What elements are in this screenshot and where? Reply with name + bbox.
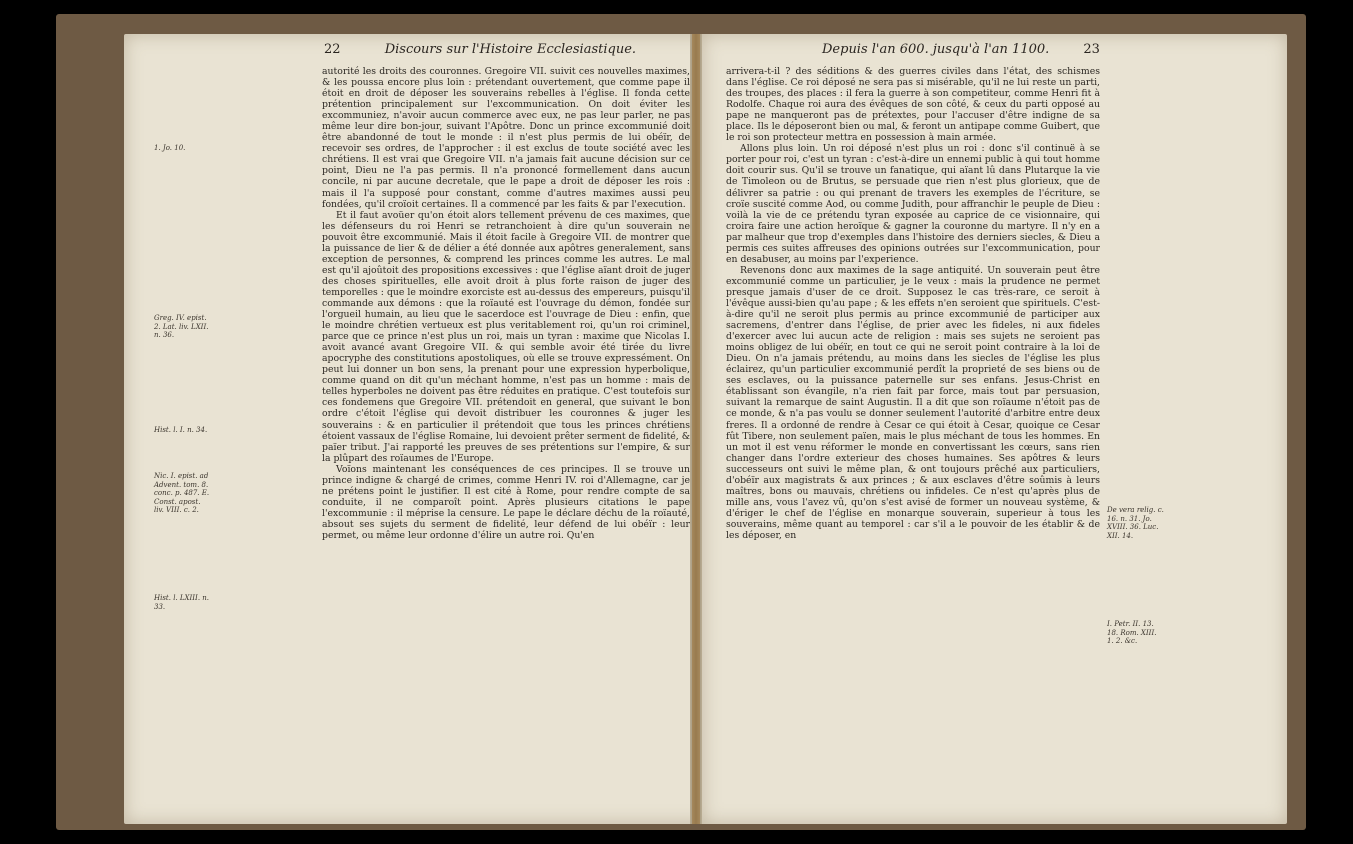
margin-note: 1. Jo. 10. bbox=[154, 144, 186, 152]
paragraph: Allons plus loin. Un roi déposé n'est plus un roi : donc s'il continuë à se porter pour roi, c'est un tyran : c'est-à-dire un ennemi public à qui tout homme doit courir sus. Qu'il se trouve un fanatique, qui aïant lû dans Plutarque la vie de Timoleon ou de Brutus, se persuade que rien n'est plus glorieux, que de délivrer sa patrie : ou qui prenant de travers les exemples de l'écriture, se croïe suscité comme Aod, ou comme Judith, pour affranchir le peuple de Dieu : voilà la vie de ce prétendu tyran exposée au caprice de ce visionnaire, qui croira faire une action heroïque & gagner la couronne du martyre. Il n'y en a par malheur que trop d'exemples dans l'histoire des derniers siecles, & Dieu a permis ces suites affreuses des opinions outrées sur l'excommunication, pour en desabuser, au moins par l'experience. bbox=[726, 143, 1100, 265]
margin-note: De vera relig. c. 16. n. 31. Jo. XVIII. 36. Luc. XII. 14. bbox=[1107, 506, 1164, 540]
left-page bbox=[124, 34, 744, 824]
margin-note: Nic. I. epist. ad Advent. tom. 8. conc. p. 487. E. Const. apost. liv. VIII. c. 2. bbox=[154, 472, 210, 514]
left-page-text bbox=[322, 66, 690, 541]
paragraph: autorité les droits des couronnes. Gregoire VII. suivit ces nouvelles maximes, & les poussa encore plus loin : prétendant ouvertement, que comme pape il étoit en droit de déposer les souverains rebelles à l'église. Il fonda cette prétention principalement sur l'excommunication. On doit éviter les excommuniez, n'avoir aucun commerce avec eux, ne pas leur parler, ne pas même leur dire bon-jour, suivant l'Apôtre. Donc un prince excommunié doit être abandonné de tout le monde : il n'est plus permis de lui obéïr, de recevoir ses ordres, de l'approcher : il est exclus de toute société avec les chrétiens. Il est vrai que Gregoire VII. n'a jamais fait aucune décision sur ce point, Dieu ne l'a pas permis. Il n'a prononcé formellement dans aucun concile, ni par aucune decretale, que le pape a droit de déposer les rois : mais il l'a supposé pour constant, comme d'autres maximes aussi peu fondées, qu'il croïoit certaines. Il a commencé par les faits & par l'execution. bbox=[322, 66, 690, 210]
left-page-number: 22 bbox=[324, 42, 341, 57]
margin-note: Greg. IV. epist. 2. Lat. liv. LXII. n. 36. bbox=[154, 314, 209, 339]
right-running-head bbox=[822, 42, 1100, 57]
paragraph: Et il faut avoüer qu'on étoit alors tellement prévenu de ces maximes, que les défenseurs du roi Henri se retranchoient à dire qu'un souverain ne pouvoit être excommunié. Mais il étoit facile à Gregoire VII. de montrer que la puissance de lier & de délier a été donnée aux apôtres generalement, sans exception de personnes, & comprend les princes comme les autres. Le mal est qu'il ajoûtoit des propositions excessives : que l'église aïant droit de juger des choses spirituelles, elle avoit droit à plus forte raison de juger des temporelles : que le moindre exorciste est au-dessus des empereurs, puisqu'il commande aux démons : que la roïauté est l'ouvrage du démon, fondée sur l'orgueil humain, au lieu que le sacerdoce est l'ouvrage de Dieu : enfin, que le moindre chrétien vertueux est plus veritablement roi, qu'un roi criminel, parce que ce prince n'est plus un roi, mais un tyran : maxime que Nicolas I. avoit avancé avant Gregoire VII. & qui semble avoir été tirée du livre apocryphe des constitutions apostoliques, où elle se trouve expressément. On peut lui donner un bon sens, la prenant pour une expression hyperbolique, comme quand on dit qu'un méchant homme, n'est pas un homme : mais de telles hyperboles ne doivent pas être réduites en pratique. C'est toutefois sur ces fondemens que Gregoire VII. prétendoit en general, que suivant le bon ordre c'étoit l'église qui devoit distribuer les couronnes & juger les souverains : & en particulier il prétendoit que tous les princes chrétiens étoient vassaux de l'église Romaine, lui devoient prêter serment de fidelité, & païer tribut. J'ai rapporté les preuves de ses prétentions sur l'empire, & sur la plûpart des roïaumes de l'Europe. bbox=[322, 209, 690, 464]
margin-note: I. Petr. II. 13. 18. Rom. XIII. 1. 2. &c. bbox=[1107, 620, 1157, 645]
right-page-number: 23 bbox=[1083, 42, 1100, 57]
right-running-title: Depuis l'an 600. jusqu'à l'an 1100. bbox=[822, 42, 1050, 57]
left-running-title: Discours sur l'Histoire Ecclesiastique. bbox=[384, 42, 637, 57]
paragraph: Revenons donc aux maximes de la sage antiquité. Un souverain peut être excommunié comme un particulier, je le veux : mais la prudence ne permet presque jamais d'user de ce droit. Supposez le cas très-rare, ce seroit à l'évêque aussi-bien qu'au pape ; & les effets n'en seroient que spirituels. C'est-à-dire qu'il ne seroit plus permis au prince excommunié de participer aux sacremens, d'entrer dans l'église, de prier avec les fideles, ni aux fideles d'exercer avec lui aucun acte de religion : mais ses sujets ne seroient pas moins obligez de lui obéïr, en tout ce qui ne seroit point contraire à la loi de Dieu. On n'a jamais prétendu, au moins dans les siecles de l'église les plus éclairez, qu'un particulier excommunié perdît la proprieté de ses biens ou de ses esclaves, ou la puissance paternelle sur ses enfans. Jesus-Christ en établissant son évangile, n'a rien fait par force, mais tout par persuasion, suivant la remarque de saint Augustin. Il a dit que son roïaume n'étoit pas de ce monde, & n'a pas voulu se donner seulement l'autorité d'arbitre entre deux freres. Il a ordonné de rendre à Cesar ce qui étoit à Cesar, quoique ce Cesar fût Tibere, non seulement païen, mais le plus méchant de tous les hommes. En un mot il est venu réformer le monde en convertissant les cœurs, sans rien changer dans l'ordre exterieur des choses humaines. Ses apôtres & leurs successeurs ont suivi le même plan, & ont toujours prêché aux particuliers, d'obéïr aux magistrats & aux princes ; & aux esclaves d'être soûmis à leurs maîtres, bons ou mauvais, chrétiens ou infideles. Ce n'est qu'après plus de mille ans, vous l'avez vû, qu'on s'est avisé de former un nouveau système, & d'ériger le chef de l'église en monarque souverain, superieur à tous les souverains, même quant au temporel : car s'il a le pouvoir de les établir & de les déposer, en bbox=[726, 264, 1100, 541]
left-running-head bbox=[324, 42, 636, 57]
paragraph: arrivera-t-il ? des séditions & des guerres civiles dans l'état, des schismes dans l'église. Ce roi déposé ne sera pas si misérable, qu'il ne lui reste un parti, des troupes, des places : il fera la guerre à son competiteur, comme Henri fit à Rodolfe. Chaque roi aura des évêques de son côté, & ceux du parti opposé au pape ne manqueront pas de prétextes, pour l'accuser d'être indigne de sa place. Ils le déposeront bien ou mal, & feront un antipape comme Guibert, que le roi son protecteur mettra en possession à main armée. bbox=[726, 66, 1100, 144]
paragraph: Voïons maintenant les conséquences de ces principes. Il se trouve un prince indigne & chargé de crimes, comme Henri IV. roi d'Allemagne, car je ne prétens point le justifier. Il est cité à Rome, pour rendre compte de sa conduite, il ne comparoît point. Après plusieurs citations le pape l'excommunie : il méprise la censure. Le pape le déclare déchu de la roïauté, absout ses sujets du serment de fidelité, leur défend de lui obéïr : leur permet, ou même leur ordonne d'élire un autre roi. Qu'en bbox=[322, 463, 690, 541]
spine-strip bbox=[692, 34, 700, 824]
margin-note: Hist. l. I. n. 34. bbox=[154, 426, 208, 434]
right-page-text bbox=[726, 66, 1100, 541]
margin-note: Hist. l. LXIII. n. 33. bbox=[154, 594, 209, 611]
right-page bbox=[702, 34, 1287, 824]
